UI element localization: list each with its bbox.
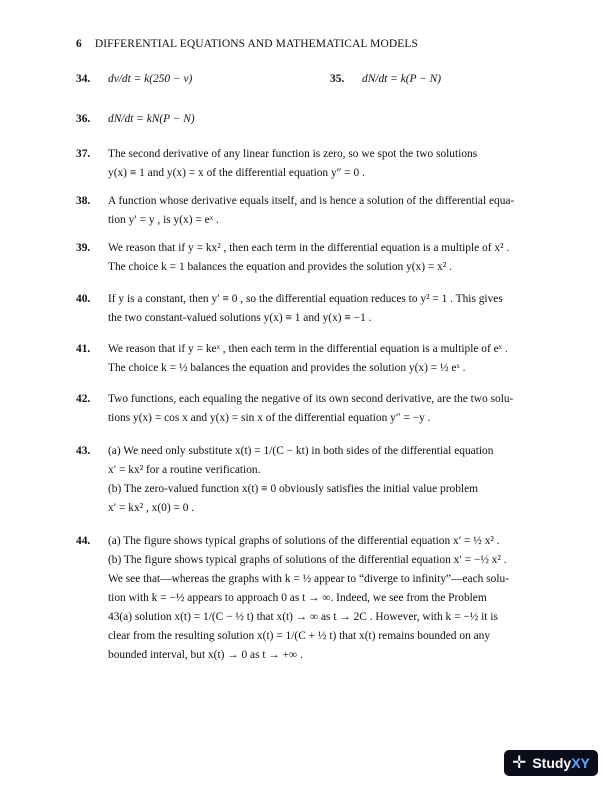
- problem-line: dN/dt = kN(P − N): [108, 113, 195, 125]
- problem-number: 38.: [76, 195, 91, 207]
- problem-number: 41.: [76, 343, 91, 355]
- problem-43: [76, 442, 546, 518]
- problem-number: 34.: [76, 73, 91, 85]
- problem-40: [76, 290, 546, 328]
- problem-number: 40.: [76, 293, 91, 305]
- problem-line: dN/dt = k(P − N): [362, 73, 442, 85]
- problem-line: We reason that if y = kx² , then each term in the differential equation is a multiple of x² .: [108, 242, 510, 254]
- plus-icon: ✛: [512, 753, 527, 772]
- page-header: [76, 38, 418, 50]
- problem-39: [76, 239, 546, 277]
- problem-line: 43(a) solution x(t) = 1/(C − ½ t) that x(t) → ∞ as t → 2C . However, with k = −½ it is: [108, 611, 498, 623]
- problem-number: 35.: [330, 73, 345, 85]
- logo-text-accent: XY: [571, 755, 590, 771]
- problem-38: [76, 192, 546, 230]
- problem-35: [330, 70, 550, 89]
- problem-line: Two functions, each equaling the negative of its own second derivative, are the two solu-: [108, 393, 514, 405]
- problem-number: 39.: [76, 242, 91, 254]
- problem-line: We reason that if y = keˣ , then each term in the differential equation is a multiple of eˣ .: [108, 343, 508, 355]
- problem-line: the two constant-valued solutions y(x) ≡ 1 and y(x) ≡ −1 .: [108, 312, 372, 324]
- problem-line: dv/dt = k(250 − v): [108, 73, 193, 85]
- problem-number: 42.: [76, 393, 91, 405]
- problem-line: A function whose derivative equals itself, and is hence a solution of the differential equa-: [108, 195, 515, 207]
- problem-line: If y is a constant, then y′ ≡ 0 , so the differential equation reduces to y² = 1 . This gives: [108, 293, 503, 305]
- problem-line: (a) We need only substitute x(t) = 1/(C − kt) in both sides of the differential equation: [108, 445, 494, 457]
- problem-line: clear from the resulting solution x(t) = 1/(C + ½ t) that x(t) remains bounded on any: [108, 630, 491, 642]
- problem-line: We see that—whereas the graphs with k = ½ appear to “diverge to infinity”—each solu-: [108, 573, 509, 585]
- problem-number: 43.: [76, 445, 91, 457]
- problem-line: The choice k = 1 balances the equation and provides the solution y(x) = x² .: [108, 261, 452, 273]
- problem-number: 44.: [76, 535, 91, 547]
- problem-line: (b) The zero-valued function x(t) ≡ 0 obviously satisfies the initial value problem: [108, 483, 478, 495]
- problem-line: x′ = kx² for a routine verification.: [108, 464, 261, 476]
- problem-44: [76, 532, 546, 665]
- studyxy-logo: [504, 750, 598, 776]
- problem-number: 37.: [76, 148, 91, 160]
- problem-37: [76, 145, 546, 183]
- problem-line: tion y′ = y , is y(x) = eˣ .: [108, 214, 219, 226]
- logo-text-main: Study: [532, 755, 572, 771]
- chapter-title: DIFFERENTIAL EQUATIONS AND MATHEMATICAL MODELS: [94, 38, 419, 50]
- problem-number: 36.: [76, 113, 91, 125]
- problem-line: tions y(x) = cos x and y(x) = sin x of the differential equation y″ = −y .: [108, 412, 431, 424]
- problem-line: bounded interval, but x(t) → 0 as t → +∞ .: [108, 649, 303, 661]
- problem-line: y(x) ≡ 1 and y(x) = x of the differential equation y″ = 0 .: [108, 167, 365, 179]
- problem-line: x′ = kx² , x(0) = 0 .: [108, 502, 195, 514]
- problem-line: tion with k = −½ appears to approach 0 as t → ∞. Indeed, we see from the Problem: [108, 592, 487, 604]
- problem-line: (b) The figure shows typical graphs of solutions of the differential equation x′ = −½ x² .: [108, 554, 507, 566]
- page-number: 6: [76, 38, 82, 50]
- problem-41: [76, 340, 546, 378]
- problem-36: [76, 110, 546, 129]
- problem-line: (a) The figure shows typical graphs of solutions of the differential equation x′ = ½ x² .: [108, 535, 500, 547]
- problem-42: [76, 390, 546, 428]
- problem-line: The second derivative of any linear function is zero, so we spot the two solutions: [108, 148, 478, 160]
- problem-line: The choice k = ½ balances the equation and provides the solution y(x) = ½ eˣ .: [108, 362, 466, 374]
